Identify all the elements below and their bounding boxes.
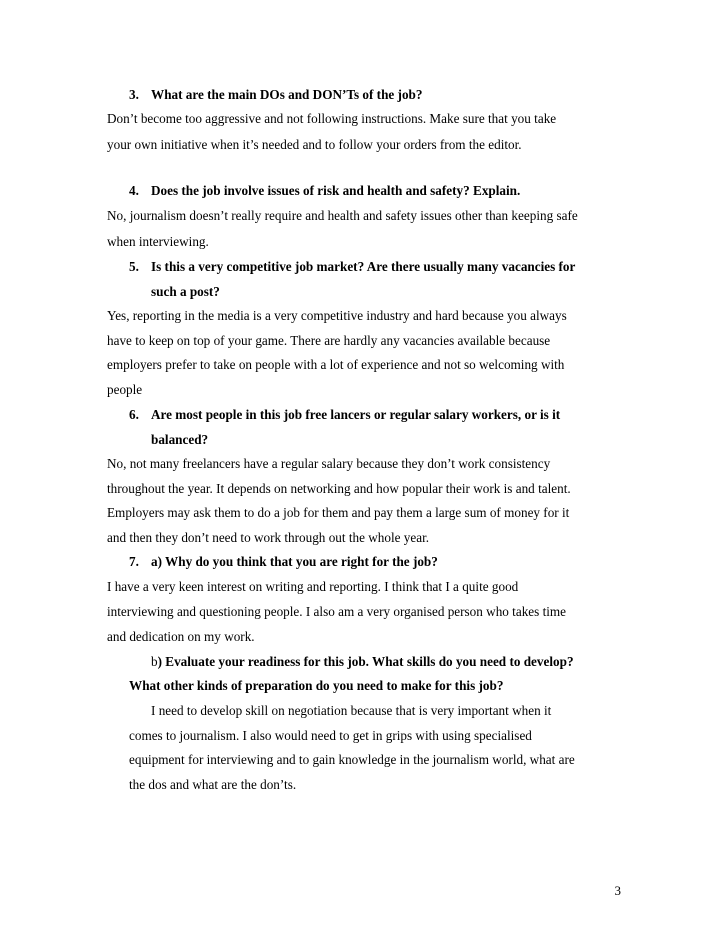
question-text-cont: balanced?	[151, 432, 209, 447]
question-number: 5.	[129, 259, 139, 274]
answer-line: Yes, reporting in the media is a very competitive industry and hard because you always	[107, 308, 567, 323]
question-3	[129, 87, 422, 103]
question-prefix: b	[151, 654, 158, 669]
answer-line: comes to journalism. I also would need to get in grips with using specialised	[129, 728, 532, 743]
question-number: 7.	[129, 554, 139, 569]
answer-line: and then they don’t need to work through out the whole year.	[107, 530, 430, 545]
question-number: 3.	[129, 87, 139, 102]
question-text: Is this a very competitive job market? Are there usually many vacancies for	[151, 259, 576, 274]
answer-line: and dedication on my work.	[107, 629, 255, 644]
answer-line: I have a very keen interest on writing and reporting. I think that I a quite good	[107, 579, 519, 594]
page-number: 3	[614, 883, 621, 898]
question-text: ) Evaluate your readiness for this job. What skills do you need to develop?	[157, 654, 574, 669]
answer-line: No, journalism doesn’t really require and health and safety issues other than keeping safe	[107, 208, 578, 223]
question-number: 4.	[129, 183, 139, 198]
question-6	[129, 407, 560, 423]
answer-line: have to keep on top of your game. There are hardly any vacancies available because	[107, 333, 551, 348]
answer-line: equipment for interviewing and to gain knowledge in the journalism world, what are	[129, 752, 575, 767]
answer-line: employers prefer to take on people with a lot of experience and not so welcoming with	[107, 357, 565, 372]
question-5	[129, 259, 575, 275]
answer-line: I need to develop skill on negotiation because that is very important when it	[151, 703, 552, 718]
answer-line: Employers may ask them to do a job for them and pay them a large sum of money for it	[107, 505, 570, 520]
question-text: a) Why do you think that you are right for the job?	[151, 554, 438, 569]
question-4	[129, 183, 520, 199]
answer-line: people	[107, 382, 143, 397]
answer-line: your own initiative when it’s needed and to follow your orders from the editor.	[107, 137, 522, 152]
question-7a	[129, 554, 438, 570]
answer-line: interviewing and questioning people. I also am a very organised person who takes time	[107, 604, 567, 619]
question-7b	[151, 654, 574, 670]
question-number: 6.	[129, 407, 139, 422]
answer-line: the dos and what are the don’ts.	[129, 777, 297, 792]
question-text: Are most people in this job free lancers or regular salary workers, or is it	[151, 407, 561, 422]
question-text: What are the main DOs and DON’Ts of the job?	[151, 87, 423, 102]
answer-line: throughout the year. It depends on networking and how popular their work is and talent.	[107, 481, 571, 496]
question-text-cont: such a post?	[151, 284, 220, 299]
question-text: Does the job involve issues of risk and health and safety? Explain.	[151, 183, 521, 198]
answer-line: No, not many freelancers have a regular salary because they don’t work consistency	[107, 456, 551, 471]
answer-line: when interviewing.	[107, 234, 209, 249]
question-text-cont: What other kinds of preparation do you need to make for this job?	[129, 678, 504, 693]
answer-line: Don’t become too aggressive and not following instructions. Make sure that you take	[107, 111, 557, 126]
